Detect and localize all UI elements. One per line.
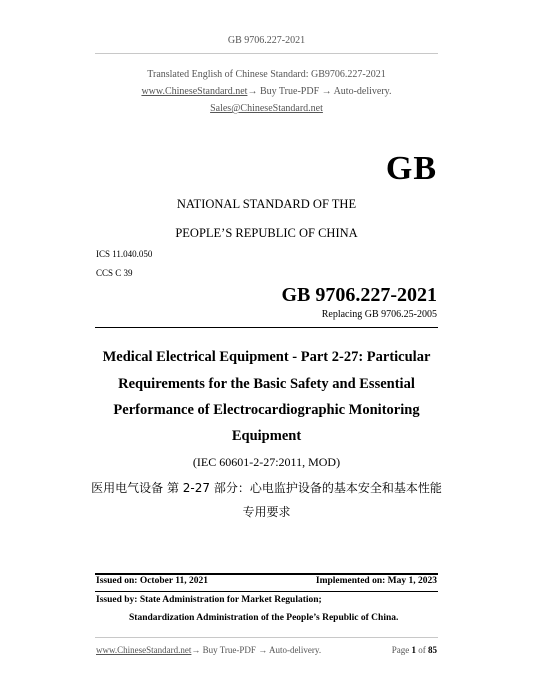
iec-reference: (IEC 60601-2-27:2011, MOD) <box>192 455 341 469</box>
delivery-text: Auto-delivery. <box>331 86 392 97</box>
header-divider <box>95 53 438 54</box>
ics-code: ICS 11.040.050 <box>96 249 153 259</box>
implemented-on: Implemented on: May 1, 2023 <box>315 576 437 586</box>
dates-top-divider <box>95 573 438 575</box>
buy-text: Buy True-PDF <box>257 86 322 97</box>
email-link[interactable]: Sales@ChineseStandard.net <box>210 103 323 114</box>
arrow-icon: → <box>258 645 268 655</box>
dates-bottom-divider <box>95 591 438 592</box>
chinese-title-line2: 专用要求 <box>242 505 291 519</box>
page-number: 1 <box>411 645 416 655</box>
page-label: Page <box>391 645 410 655</box>
doc-title-line1: Medical Electrical Equipment - Part 2-27: Particular <box>102 349 431 365</box>
doc-title-line2: Requirements for the Basic Safety and Essential <box>118 376 415 392</box>
issued-on: Issued on: October 11, 2021 <box>96 576 208 586</box>
footer-site-link[interactable]: www.ChineseStandard.net <box>96 645 192 655</box>
footer-buy-text: Buy True-PDF <box>200 645 259 655</box>
issuer-line1: Issued by: State Administration for Market Regulation; <box>96 595 322 605</box>
banner-links <box>0 86 533 97</box>
arrow-icon: → <box>321 86 332 97</box>
footer-links <box>96 645 321 655</box>
page-indicator <box>392 645 437 655</box>
standard-number: GB 9706.227-2021 <box>281 284 437 306</box>
issuer-line2: Standardization Administration of the People’s Republic of China. <box>129 613 399 623</box>
footer-delivery-text: Auto-delivery. <box>267 645 322 655</box>
translated-line: Translated English of Chinese Standard: GB9706.227-2021 <box>147 69 386 80</box>
site-link[interactable]: www.ChineseStandard.net <box>141 86 248 97</box>
doc-title-line3: Performance of Electrocardiographic Monitoring <box>113 402 420 418</box>
chinese-title-line1: 医用电气设备 第 2-27 部分：心电监护设备的基本安全和基本性能 <box>91 481 442 495</box>
standard-title-line1: NATIONAL STANDARD OF THE <box>176 197 357 211</box>
email-line <box>0 103 533 114</box>
number-divider <box>95 327 438 328</box>
doc-title-line4: Equipment <box>231 428 302 444</box>
total-pages: 85 <box>428 645 437 655</box>
arrow-icon: → <box>247 86 258 97</box>
ccs-code: CCS C 39 <box>96 268 133 278</box>
gb-logo: GB <box>385 150 437 187</box>
running-header: GB 9706.227-2021 <box>227 35 306 46</box>
of-label: of <box>418 645 426 655</box>
standard-title-line2: PEOPLE’S REPUBLIC OF CHINA <box>175 226 358 240</box>
replacing-note: Replacing GB 9706.25-2005 <box>321 309 437 320</box>
arrow-icon: → <box>191 645 201 655</box>
footer-divider <box>95 637 438 638</box>
